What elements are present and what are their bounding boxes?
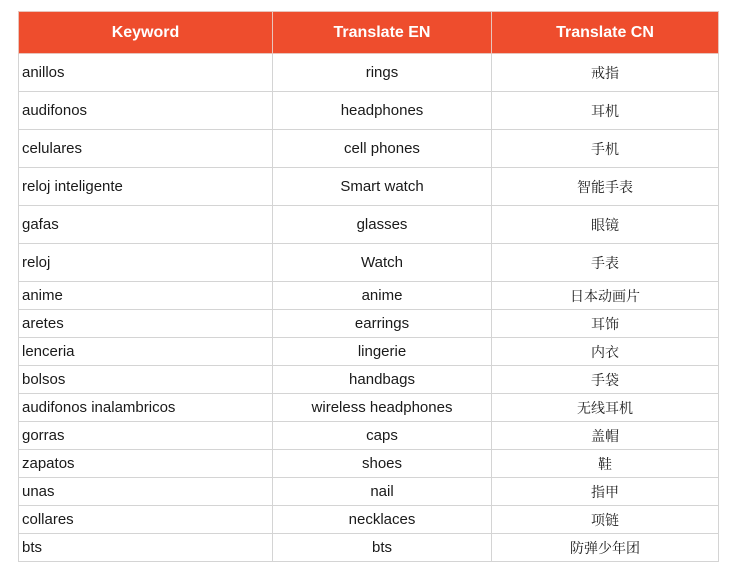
table-row xyxy=(19,394,719,422)
translate-en-cell: bts xyxy=(273,534,492,562)
keyword-cell: reloj inteligente xyxy=(19,168,273,206)
translate-cn-cell: 手机 xyxy=(492,130,719,168)
keyword-cell: collares xyxy=(19,506,273,534)
table-header-row xyxy=(19,12,719,54)
translate-cn-cell: 手表 xyxy=(492,244,719,282)
keyword-cell: audifonos xyxy=(19,92,273,130)
translate-en-cell: shoes xyxy=(273,450,492,478)
header-translate-en: Translate EN xyxy=(273,12,492,54)
keyword-cell: lenceria xyxy=(19,338,273,366)
table-row xyxy=(19,450,719,478)
translate-cn-cell: 内衣 xyxy=(492,338,719,366)
translate-cn-cell: 戒指 xyxy=(492,54,719,92)
translate-cn-cell: 手袋 xyxy=(492,366,719,394)
translate-cn-cell: 项链 xyxy=(492,506,719,534)
translate-cn-cell: 无线耳机 xyxy=(492,394,719,422)
keyword-cell: unas xyxy=(19,478,273,506)
table-row xyxy=(19,168,719,206)
translate-cn-cell: 耳饰 xyxy=(492,310,719,338)
table-body xyxy=(19,54,719,562)
header-translate-cn: Translate CN xyxy=(492,12,719,54)
table-row xyxy=(19,478,719,506)
keyword-cell: reloj xyxy=(19,244,273,282)
table-row xyxy=(19,338,719,366)
table-row xyxy=(19,534,719,562)
keyword-cell: bolsos xyxy=(19,366,273,394)
translate-en-cell: rings xyxy=(273,54,492,92)
keyword-cell: aretes xyxy=(19,310,273,338)
translate-cn-cell: 盖帽 xyxy=(492,422,719,450)
translate-en-cell: caps xyxy=(273,422,492,450)
keyword-cell: celulares xyxy=(19,130,273,168)
translate-en-cell: earrings xyxy=(273,310,492,338)
keyword-translation-table xyxy=(18,11,719,562)
keyword-cell: bts xyxy=(19,534,273,562)
table-row xyxy=(19,282,719,310)
keyword-cell: anillos xyxy=(19,54,273,92)
translate-en-cell: wireless headphones xyxy=(273,394,492,422)
translate-cn-cell: 耳机 xyxy=(492,92,719,130)
translate-cn-cell: 眼镜 xyxy=(492,206,719,244)
translate-cn-cell: 指甲 xyxy=(492,478,719,506)
translate-en-cell: anime xyxy=(273,282,492,310)
table-row xyxy=(19,366,719,394)
keyword-cell: gafas xyxy=(19,206,273,244)
translate-cn-cell: 鞋 xyxy=(492,450,719,478)
translate-en-cell: Watch xyxy=(273,244,492,282)
translate-en-cell: cell phones xyxy=(273,130,492,168)
table-row xyxy=(19,422,719,450)
table-row xyxy=(19,206,719,244)
translate-en-cell: lingerie xyxy=(273,338,492,366)
translate-en-cell: glasses xyxy=(273,206,492,244)
keyword-cell: anime xyxy=(19,282,273,310)
translate-cn-cell: 智能手表 xyxy=(492,168,719,206)
table-row xyxy=(19,506,719,534)
table-row xyxy=(19,244,719,282)
table-row xyxy=(19,310,719,338)
translate-en-cell: Smart watch xyxy=(273,168,492,206)
translate-cn-cell: 日本动画片 xyxy=(492,282,719,310)
translate-en-cell: headphones xyxy=(273,92,492,130)
translate-cn-cell: 防弹少年团 xyxy=(492,534,719,562)
header-keyword: Keyword xyxy=(19,12,273,54)
keyword-cell: gorras xyxy=(19,422,273,450)
keyword-cell: audifonos inalambricos xyxy=(19,394,273,422)
table-row xyxy=(19,130,719,168)
translate-en-cell: nail xyxy=(273,478,492,506)
translate-en-cell: handbags xyxy=(273,366,492,394)
table-row xyxy=(19,92,719,130)
keyword-cell: zapatos xyxy=(19,450,273,478)
table-row xyxy=(19,54,719,92)
translate-en-cell: necklaces xyxy=(273,506,492,534)
